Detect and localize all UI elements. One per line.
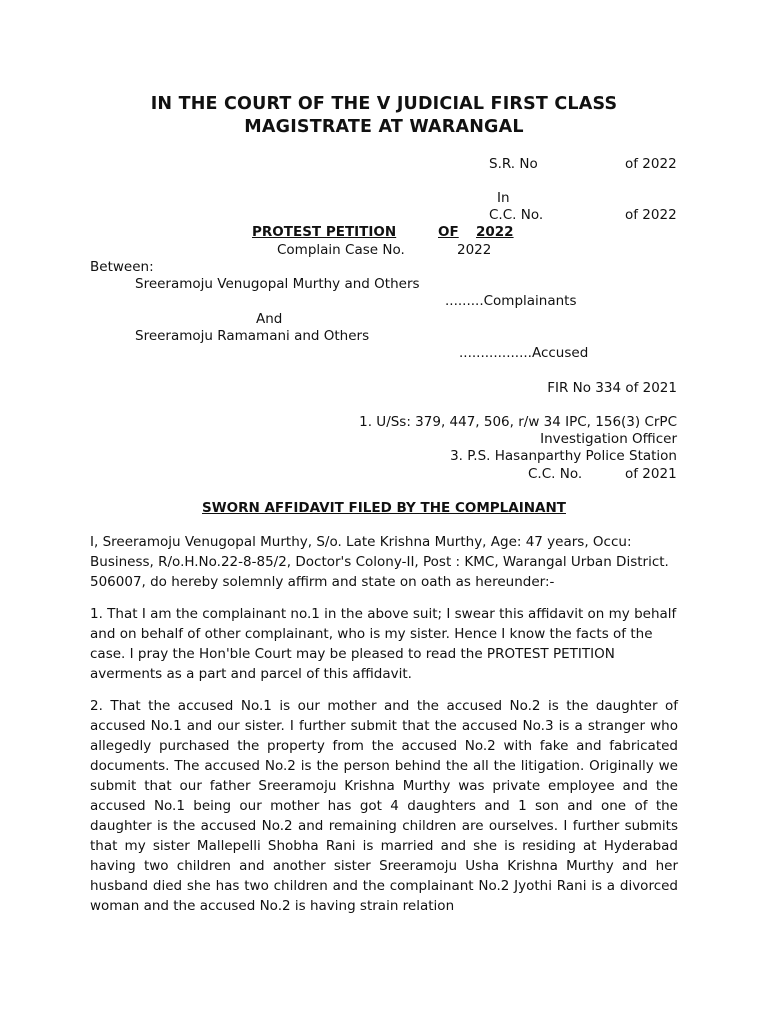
sr-no-label: S.R. No (489, 156, 538, 172)
cc-no-label: C.C. No. (489, 207, 544, 223)
sr-no-year: of 2022 (625, 156, 677, 172)
affidavit-title: SWORN AFFIDAVIT FILED BY THE COMPLAINANT (202, 500, 566, 516)
fir-sections: 1. U/Ss: 379, 447, 506, r/w 34 IPC, 156(3) CrPC (359, 414, 677, 430)
paragraph-1: 1. That I am the complainant no.1 in the above suit; I swear this affidavit on my behalf and on behalf of other complainant, who is my sister. Hence I know the facts of the case. I pray the Hon'ble Court may be pleased to read the PROTEST PETITION averments as a part and parcel of this affidavit. (90, 606, 677, 682)
petition-of: OF (438, 224, 459, 240)
complain-case-label: Complain Case No. (277, 242, 405, 258)
accused-name: Sreeramoju Ramamani and Others (135, 328, 370, 344)
petition-title: PROTEST PETITION (252, 224, 397, 240)
fir-number: FIR No 334 of 2021 (547, 380, 677, 396)
intro-paragraph: I, Sreeramoju Venugopal Murthy, S/o. Late Krishna Murthy, Age: 47 years, Occu: Business, R/o.H.No.22-8-85/2, Doctor's Colony-II, Post : KMC, Warangal Urban District. 506007, do hereby solemnly affirm and state on oath as hereunder:- (90, 534, 669, 590)
paragraph-2: 2. That the accused No.1 is our mother and the accused No.2 is the daughter of accused No.1 and our sister. I further submit that the accused No.3 is a stranger who allegedly purchased the property from the accused No.2 with fake and fabricated documents. The accused No.2 is the person behind the all the litigation. Originally we submit that our father Sreeramoju Krishna Murthy was private employee and the accused No.1 being our mother has got 4 daughters and 1 son and one of the daughter is the accused No.2 and remaining children are ourselves. I further submits that my sister Mallepelli Shobha Rani is married and she is residing at Hyderabad having two children and another sister Sreeramoju Usha Krishna Murthy and her husband died she has two children and the complainant No.2 Jyothi Rani is a divorced woman and the accused No.2 is having strain relation (90, 698, 678, 914)
complain-case-year: 2022 (457, 242, 492, 258)
petition-year: 2022 (476, 224, 514, 240)
complainant-role: .........Complainants (445, 293, 577, 309)
fir-cc-year: of 2021 (625, 466, 677, 482)
court-heading-line2: MAGISTRATE AT WARANGAL (244, 117, 524, 137)
court-heading-line1: IN THE COURT OF THE V JUDICIAL FIRST CLASS (150, 94, 618, 114)
and-label: And (256, 311, 283, 327)
accused-role: .................Accused (459, 345, 589, 361)
in-label: In (497, 190, 510, 206)
investigation-officer: Investigation Officer (540, 431, 677, 447)
fir-cc-label: C.C. No. (528, 466, 583, 482)
cc-no-year: of 2022 (625, 207, 677, 223)
police-station: 3. P.S. Hasanparthy Police Station (450, 448, 677, 464)
between-label: Between: (90, 259, 154, 275)
complainant-name: Sreeramoju Venugopal Murthy and Others (135, 276, 420, 292)
